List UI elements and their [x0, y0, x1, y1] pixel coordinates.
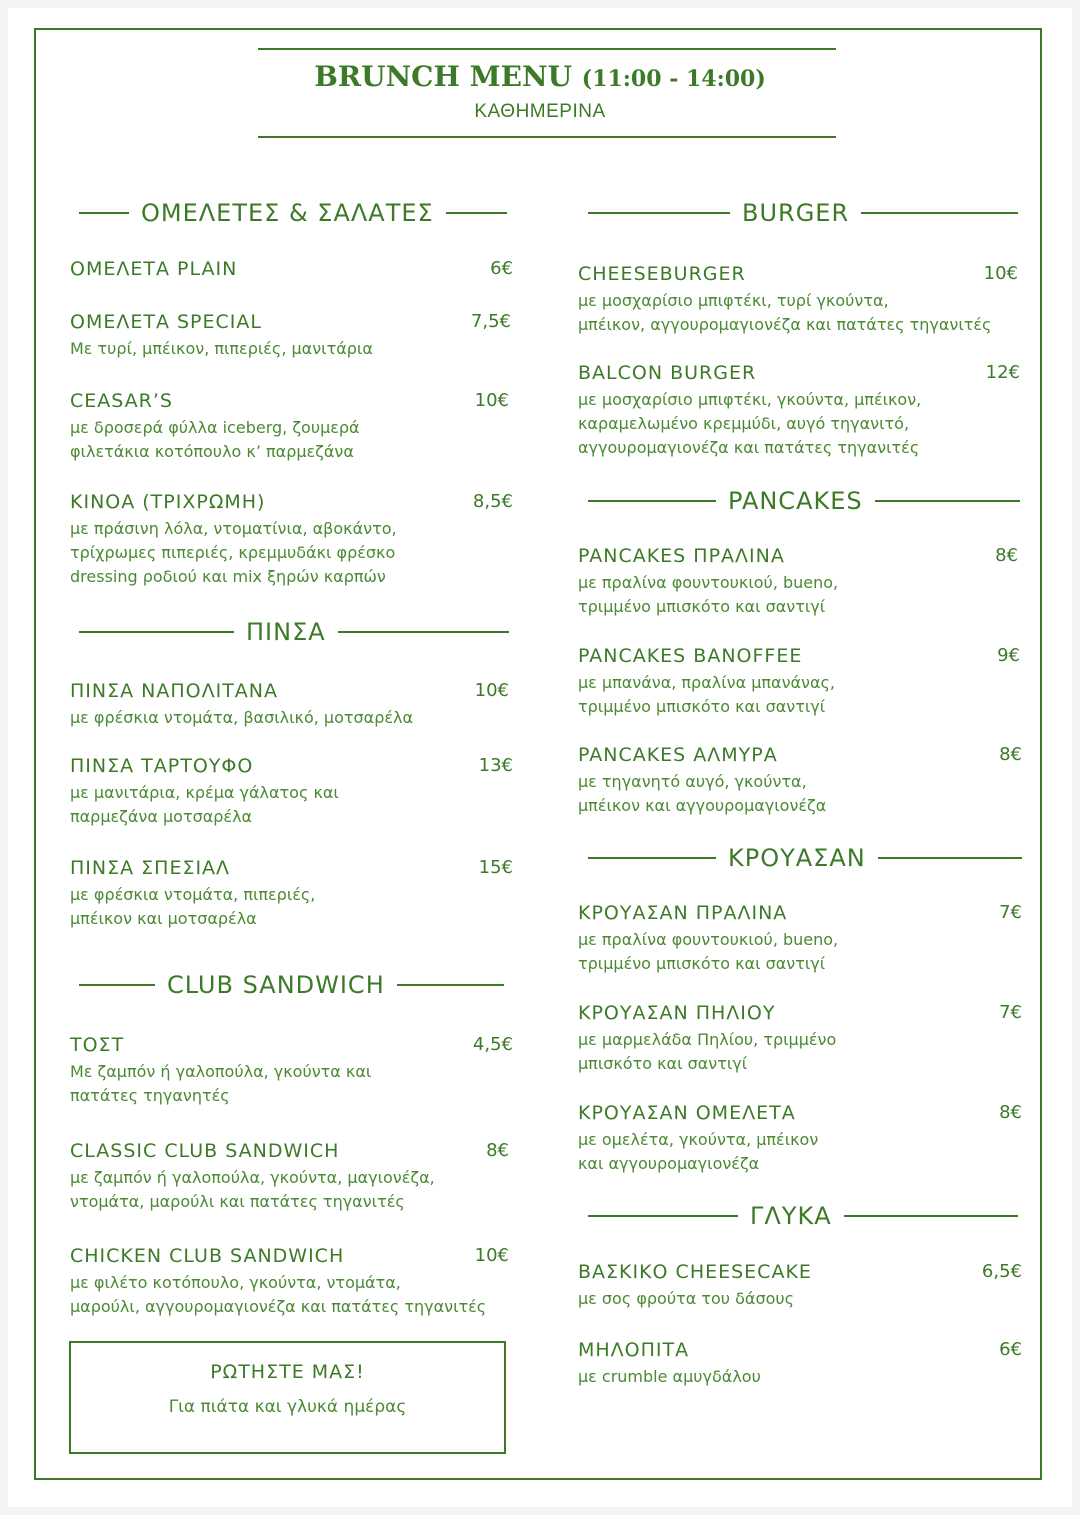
desc-line: μπέικον και αγγουρομαγιονέζα [578, 796, 827, 815]
section-pinsa-header [79, 615, 509, 649]
menu-item [578, 1002, 1022, 1076]
desc-line: τρίχρωμες πιπεριές, κρεμμυδάκι φρέσκο [70, 543, 396, 562]
item-price: 4,5€ [472, 1034, 513, 1055]
desc-line: με crumble αμυγδάλου [578, 1367, 761, 1386]
section-croissant-header [588, 841, 1022, 875]
desc-line: με μπανάνα, πραλίνα μπανάνας, [578, 673, 836, 692]
desc-line: με ομελέτα, γκούντα, μπέικον [578, 1130, 819, 1149]
desc-line: μπισκότο και σαντιγί [578, 1054, 748, 1073]
desc-line: και αγγουρομαγιονέζα [578, 1154, 760, 1173]
desc-line: με μοσχαρίσιο μπιφτέκι, γκούντα, μπέικον, [578, 390, 922, 409]
item-price: 8,5€ [472, 491, 513, 512]
item-desc [578, 671, 1020, 719]
item-name: PANCAKES ΑΛΜΥΡΑ [578, 744, 778, 766]
item-price: 10€ [474, 680, 509, 701]
item-price: 10€ [474, 1245, 509, 1266]
item-name: ΚΡΟΥΑΣΑΝ ΠΗΛΙΟΥ [578, 1002, 776, 1024]
desc-line: με φιλέτο κοτόπουλο, γκούντα, ντομάτα, [70, 1273, 401, 1292]
menu-item [70, 390, 515, 464]
item-price: 8€ [999, 1102, 1022, 1123]
section-burger-header [588, 196, 1018, 230]
menu-hours: (11:00 - 14:00) [581, 66, 766, 92]
menu-item [70, 857, 515, 931]
item-desc [70, 883, 515, 931]
menu-item [70, 1245, 515, 1319]
desc-line: πατάτες τηγανητές [70, 1086, 230, 1105]
item-price: 8€ [995, 545, 1018, 566]
section-title: ΟΜΕΛΕΤΕΣ & ΣΑΛΑΤΕΣ [141, 199, 434, 227]
item-desc [70, 706, 515, 730]
desc-line: μπέικον, αγγουρομαγιονέζα και πατάτες τηγανιτές [578, 315, 992, 334]
menu-item [70, 680, 515, 730]
item-name: CHEESEBURGER [578, 263, 746, 285]
item-price: 8€ [486, 1140, 509, 1161]
section-title: ΓΛΥΚΑ [750, 1202, 832, 1230]
item-desc [70, 1271, 515, 1319]
desc-line: με δροσερά φύλλα iceberg, ζουμερά [70, 418, 360, 437]
item-name: ΠΙΝΣΑ ΣΠΕΣΙΑΛ [70, 857, 231, 879]
menu-subtitle: ΚΑΘΗΜΕΡΙΝΑ [474, 101, 606, 122]
item-desc [578, 289, 1020, 337]
menu-item [70, 1140, 515, 1214]
menu-item [578, 902, 1022, 976]
item-price: 7,5€ [470, 311, 511, 332]
section-title: PANCAKES [728, 487, 863, 515]
item-desc [578, 770, 1022, 818]
item-price: 6€ [999, 1339, 1022, 1360]
desc-line: με μοσχαρίσιο μπιφτέκι, τυρί γκούντα, [578, 291, 889, 310]
ask-us-title: ΡΩΤΗΣΤΕ ΜΑΣ! [210, 1361, 365, 1383]
ask-us-subtitle: Για πιάτα και γλυκά ημέρας [168, 1397, 407, 1417]
item-desc [578, 1028, 1022, 1076]
desc-line: dressing ροδιού και mix ξηρών καρπών [70, 567, 386, 586]
item-name: ΜΗΛΟΠΙΤΑ [578, 1339, 690, 1361]
menu-item [578, 744, 1022, 818]
item-name: ΠΙΝΣΑ ΝΑΠΟΛΙΤΑΝΑ [70, 680, 279, 702]
item-desc [70, 337, 515, 361]
item-price: 12€ [985, 362, 1020, 383]
desc-line: αγγουρομαγιονέζα και πατάτες τηγανιτές [578, 438, 920, 457]
section-pancakes-header [588, 484, 1020, 518]
menu-item [70, 491, 515, 589]
item-price: 8€ [999, 744, 1022, 765]
desc-line: τριμμένο μπισκότο και σαντιγί [578, 954, 826, 973]
item-price: 15€ [478, 857, 513, 878]
menu-item [578, 1339, 1022, 1389]
item-name: CLASSIC CLUB SANDWICH [70, 1140, 340, 1162]
menu-title [0, 60, 1080, 93]
item-price: 10€ [474, 390, 509, 411]
item-desc [578, 1128, 1022, 1176]
item-name: ΤΟΣΤ [70, 1034, 125, 1056]
desc-line: με πραλίνα φουντουκιού, bueno, [578, 930, 839, 949]
item-desc [578, 1287, 1022, 1311]
menu-item [578, 545, 1020, 619]
desc-line: με μαρμελάδα Πηλίου, τριμμένο [578, 1030, 837, 1049]
item-desc [70, 517, 515, 589]
item-name: ΠΙΝΣΑ ΤΑΡΤΟΥΦΟ [70, 755, 254, 777]
section-title: ΠΙΝΣΑ [246, 618, 326, 646]
ask-us-box [69, 1341, 506, 1454]
item-price: 10€ [983, 263, 1018, 284]
item-price: 7€ [999, 1002, 1022, 1023]
item-desc [70, 781, 515, 829]
desc-line: τριμμένο μπισκότο και σαντιγί [578, 697, 826, 716]
desc-line: με φρέσκια ντομάτα, βασιλικό, μοτσαρέλα [70, 708, 414, 727]
menu-item [70, 258, 515, 280]
desc-line: φιλετάκια κοτόπουλο κ’ παρμεζάνα [70, 442, 354, 461]
menu-title-text: BRUNCH MENU [314, 60, 573, 93]
menu-item [70, 1034, 515, 1108]
item-desc [70, 1060, 515, 1108]
section-club-header [79, 968, 504, 1002]
desc-line: παρμεζάνα μοτσαρέλα [70, 807, 253, 826]
item-desc [578, 388, 1020, 460]
section-omelettes-header [79, 196, 507, 230]
item-name: ΚΡΟΥΑΣΑΝ ΟΜΕΛΕΤΑ [578, 1102, 796, 1124]
item-price: 13€ [478, 755, 513, 776]
item-desc [578, 1365, 1022, 1389]
menu-item [578, 1102, 1022, 1176]
desc-line: με μανιτάρια, κρέμα γάλατος και [70, 783, 339, 802]
desc-line: ντομάτα, μαρούλι και πατάτες τηγανιτές [70, 1192, 405, 1211]
desc-line: μαρούλι, αγγουρομαγιονέζα και πατάτες τηγανιτές [70, 1297, 487, 1316]
header-top-rule [258, 48, 836, 50]
item-name: ΚΡΟΥΑΣΑΝ ΠΡΑΛΙΝΑ [578, 902, 788, 924]
desc-line: καραμελωμένο κρεμμύδι, αυγό τηγανιτό, [578, 414, 910, 433]
section-title: ΚΡΟΥΑΣΑΝ [728, 844, 866, 872]
menu-item [70, 311, 515, 361]
menu-item [578, 645, 1020, 719]
item-desc [70, 416, 515, 464]
item-name: CHICKEN CLUB SANDWICH [70, 1245, 345, 1267]
item-name: PANCAKES ΠΡΑΛΙΝΑ [578, 545, 785, 567]
item-desc [578, 571, 1020, 619]
desc-line: Με ζαμπόν ή γαλοπούλα, γκούντα και [70, 1062, 372, 1081]
desc-line: με σος φρούτα του δάσους [578, 1289, 795, 1308]
item-desc [578, 928, 1022, 976]
item-desc [70, 1166, 515, 1214]
item-price: 9€ [997, 645, 1020, 666]
desc-line: με φρέσκια ντομάτα, πιπεριές, [70, 885, 316, 904]
section-title: BURGER [742, 199, 850, 227]
desc-line: μπέικον και μοτσαρέλα [70, 909, 257, 928]
item-name: PANCAKES BANOFFEE [578, 645, 803, 667]
desc-line: με πράσινη λόλα, ντοματίνια, αβοκάντο, [70, 519, 397, 538]
item-name: ΚΙΝΟΑ (ΤΡΙΧΡΩΜΗ) [70, 491, 266, 513]
desc-line: Με τυρί, μπέικον, πιπεριές, μανιτάρια [70, 339, 373, 358]
item-price: 6€ [490, 258, 513, 279]
menu-item [70, 755, 515, 829]
desc-line: τριμμένο μπισκότο και σαντιγί [578, 597, 826, 616]
menu-item [578, 362, 1020, 460]
item-name: CEASAR’S [70, 390, 173, 412]
item-price: 7€ [999, 902, 1022, 923]
menu-item [578, 263, 1020, 337]
header-bottom-rule [258, 136, 836, 138]
section-sweets-header [588, 1199, 1018, 1233]
item-name: BALCON BURGER [578, 362, 757, 384]
desc-line: με τηγανητό αυγό, γκούντα, [578, 772, 807, 791]
item-price: 6,5€ [981, 1261, 1022, 1282]
menu-item [578, 1261, 1022, 1311]
desc-line: με ζαμπόν ή γαλοπούλα, γκούντα, μαγιονέζα, [70, 1168, 435, 1187]
desc-line: με πραλίνα φουντουκιού, bueno, [578, 573, 839, 592]
item-name: ΟΜΕΛΕΤΑ PLAIN [70, 258, 238, 280]
item-name: ΒΑΣΚΙΚΟ CHEESECAKE [578, 1261, 812, 1283]
item-name: ΟΜΕΛΕΤΑ SPECIAL [70, 311, 262, 333]
section-title: CLUB SANDWICH [167, 971, 385, 999]
